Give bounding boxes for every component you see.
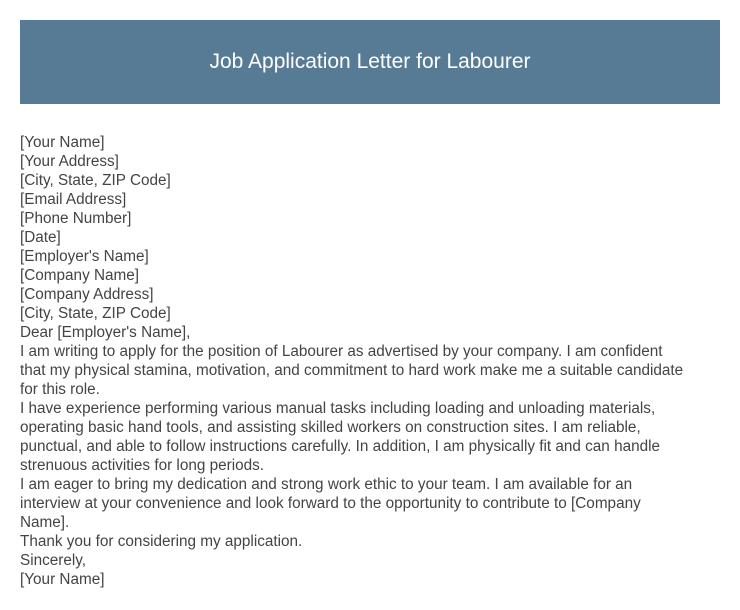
letter-body xyxy=(20,133,725,589)
letter-line: Sincerely, xyxy=(20,552,87,569)
letter-line: for this role. xyxy=(20,381,100,398)
letter-line: [Phone Number] xyxy=(20,210,132,227)
letter-line: [Company Name] xyxy=(20,267,140,284)
letter-line: I am eager to bring my dedication and strong work ethic to your team. I am available for an xyxy=(20,476,633,493)
letter-line: Thank you for considering my application. xyxy=(20,533,303,550)
letter-line: [Your Name] xyxy=(20,571,105,588)
letter-line: Dear [Employer's Name], xyxy=(20,324,191,341)
letter-line: interview at your convenience and look forward to the opportunity to contribute to [Company xyxy=(20,495,641,512)
letter-line: [Date] xyxy=(20,229,61,246)
page-header xyxy=(20,20,720,104)
letter-line: that my physical stamina, motivation, and commitment to hard work make me a suitable candidate xyxy=(20,362,684,379)
letter-line: [City, State, ZIP Code] xyxy=(20,172,171,189)
letter-line: [Company Address] xyxy=(20,286,154,303)
letter-line: [Email Address] xyxy=(20,191,127,208)
letter-line: I am writing to apply for the position of Labourer as advertised by your company. I am confident xyxy=(20,343,663,360)
letter-line: operating basic hand tools, and assisting skilled workers on construction sites. I am reliable, xyxy=(20,419,641,436)
page-title: Job Application Letter for Labourer xyxy=(209,50,531,73)
letter-line: [Your Name] xyxy=(20,134,105,151)
letter-line: Name]. xyxy=(20,514,70,531)
letter-line: I have experience performing various manual tasks including loading and unloading materials, xyxy=(20,400,656,417)
letter-line: punctual, and able to follow instructions carefully. In addition, I am physically fit and can handle xyxy=(20,438,661,455)
letter-line: [Employer's Name] xyxy=(20,248,149,265)
letter-line: strenuous activities for long periods. xyxy=(20,457,265,474)
letter-line: [Your Address] xyxy=(20,153,119,170)
letter-line: [City, State, ZIP Code] xyxy=(20,305,171,322)
